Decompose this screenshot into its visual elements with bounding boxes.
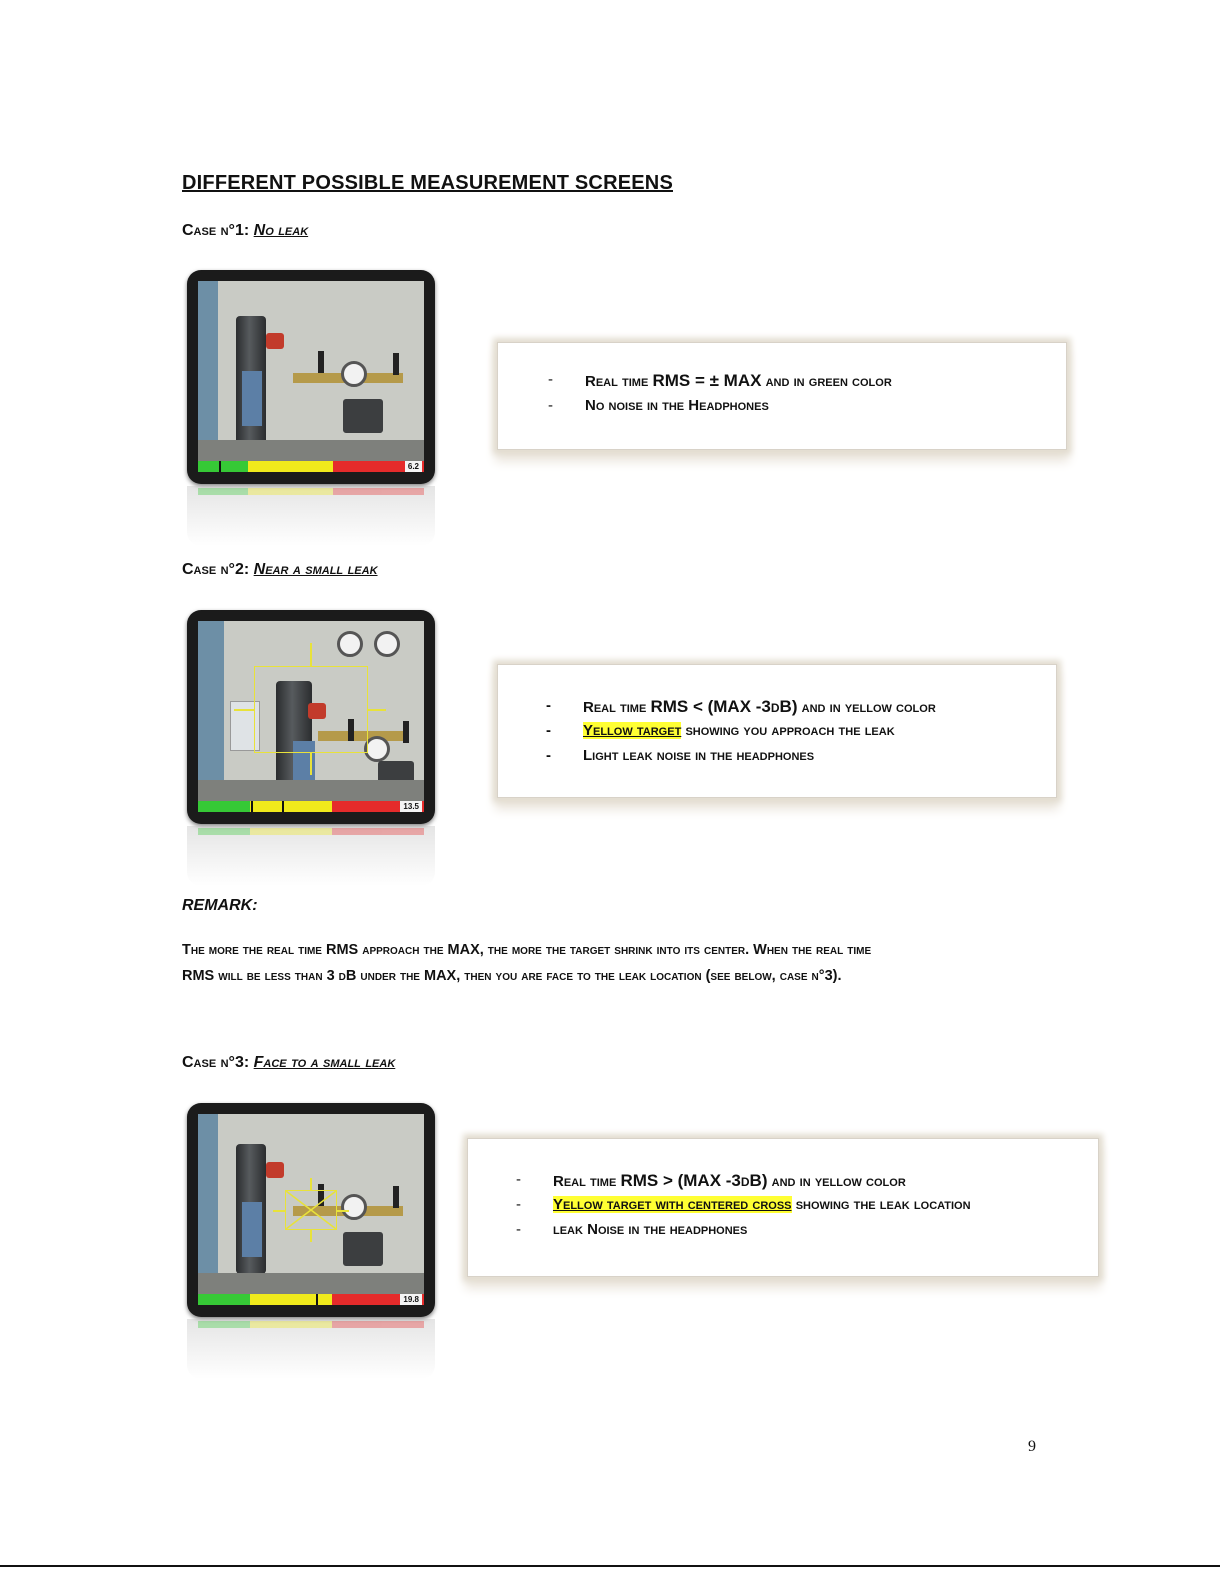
case-1-heading xyxy=(182,222,308,240)
rms-value: 13.5 xyxy=(400,801,422,812)
equipment-photo xyxy=(198,1114,424,1295)
case-3-description-box: - Real time RMS > (MAX -3dB) and in yellow color - Yellow target with centered cross showing the leak location - leak Noise in the headphones xyxy=(467,1138,1099,1277)
equipment-photo xyxy=(198,621,424,802)
rms-meter-bar xyxy=(198,801,424,812)
remark-line-2: RMS will be less than 3 dB under the MAX, then you are face to the leak location (see below, case n°3). xyxy=(182,968,842,984)
yellow-target xyxy=(254,666,368,753)
case-2-heading xyxy=(182,561,378,579)
rms-meter-bar xyxy=(198,1294,424,1305)
screenshot-reflection xyxy=(187,486,435,546)
rms-value: 19.8 xyxy=(400,1294,422,1305)
remark-heading: REMARK: xyxy=(182,897,258,914)
pressure-gauge-icon xyxy=(341,1194,367,1220)
pressure-gauge-icon xyxy=(374,631,400,657)
case-3-screenshot xyxy=(187,1103,435,1317)
centered-cross-icon xyxy=(285,1190,337,1230)
screenshot-reflection xyxy=(187,1319,435,1379)
case-2-prefix: Case n°2: xyxy=(182,561,254,578)
pressure-gauge-icon xyxy=(341,361,367,387)
remark-line-1: The more the real time RMS approach the MAX, the more the target shrink into its center. When the real time xyxy=(182,942,872,958)
case-1-description-box: - Real time RMS = ± MAX and in green color - No noise in the Headphones xyxy=(497,342,1067,450)
screenshot-reflection xyxy=(187,826,435,886)
case-1-label: No leak xyxy=(253,222,309,239)
yellow-target-highlight: Yellow target xyxy=(583,722,682,739)
pressure-gauge-icon xyxy=(337,631,363,657)
yellow-target-cross-highlight: Yellow target with centered cross xyxy=(553,1196,792,1213)
case-3-heading xyxy=(182,1054,395,1072)
page-title: DIFFERENT POSSIBLE MEASUREMENT SCREENS xyxy=(182,172,673,194)
case-2-label: Near a small leak xyxy=(253,561,378,578)
equipment-photo xyxy=(198,281,424,462)
page-number: 9 xyxy=(1028,1438,1036,1455)
case-1-prefix: Case n°1: xyxy=(182,222,254,239)
case-3-label: Face to a small leak xyxy=(253,1054,396,1071)
case-2-screenshot xyxy=(187,610,435,824)
case-2-description-box: - Real time RMS < (MAX -3dB) and in yellow color - Yellow target showing you approach the leak - Light leak noise in the headphones xyxy=(497,664,1057,798)
case-3-prefix: Case n°3: xyxy=(182,1054,254,1071)
case-1-screenshot xyxy=(187,270,435,484)
page-bottom-border xyxy=(0,1565,1220,1567)
rms-meter-bar xyxy=(198,461,424,472)
rms-value: 6.2 xyxy=(405,461,422,472)
